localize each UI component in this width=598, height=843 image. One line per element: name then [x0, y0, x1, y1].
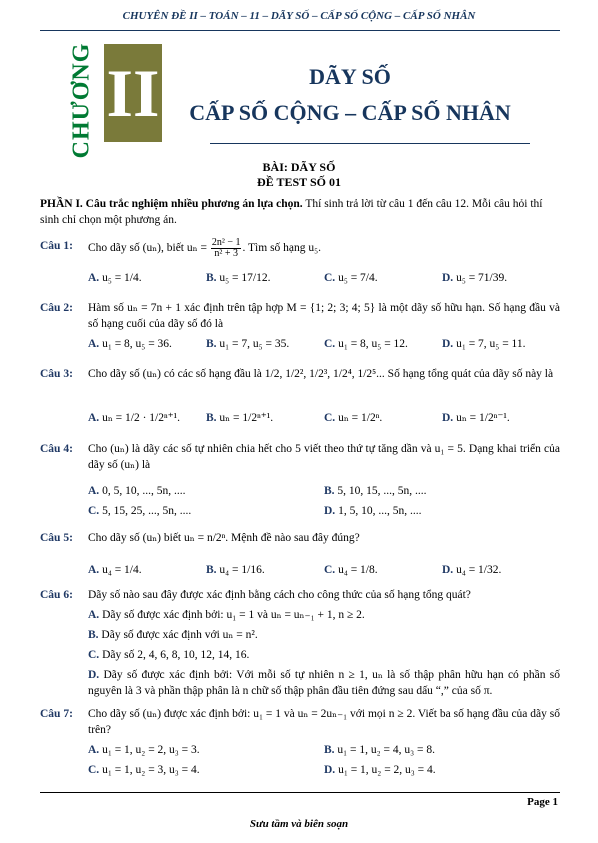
option-a[interactable]: A. uₙ = 1/2 · 1/2ⁿ⁺¹. — [88, 412, 181, 424]
footer-credit: Sưu tầm và biên soạn — [249, 818, 349, 830]
lesson-name: BÀI: DÃY SỐ — [262, 160, 336, 174]
option-c[interactable]: C. 5, 15, 25, ..., 5n, .... — [88, 505, 192, 517]
chapter-word: CHƯƠNG — [68, 42, 95, 158]
question-text: Cho dãy số (uₙ) có các số hạng đầu là 1/2, 1/2², 1/2³, 1/2⁴, 1/2⁵... Số hạng tổng quát của dãy số này là — [88, 368, 554, 380]
question-label: Câu 3: — [40, 368, 73, 380]
question-label: Câu 4: — [40, 443, 73, 455]
option-c[interactable]: C. Dãy số 2, 4, 6, 8, 10, 12, 14, 16. — [88, 649, 250, 661]
chapter-number: II — [104, 44, 162, 142]
option-c[interactable]: C. uₙ = 1/2ⁿ. — [324, 412, 383, 424]
title-divider — [210, 143, 530, 144]
question-text: Cho dãy số (uₙ) biết uₙ = n/2ⁿ. Mệnh đề nào sau đây đúng? — [88, 532, 360, 544]
page-number: Page 1 — [527, 796, 558, 808]
options-row-1 — [88, 742, 560, 758]
question-text: Cho dãy số (uₙ) được xác định bởi: u₁ = 1 và uₙ = 2uₙ₋₁ với mọi n ≥ 2. Viết ba số hạng đầu của dãy số trên? — [88, 708, 560, 736]
options-row-1 — [88, 483, 560, 499]
options — [88, 562, 560, 578]
options-row-2 — [88, 762, 560, 778]
part-intro — [40, 196, 560, 228]
options-row-2 — [88, 503, 560, 519]
options — [88, 270, 560, 286]
header-divider — [40, 30, 560, 31]
option-c[interactable]: C. u₅ = 7/4. — [324, 272, 378, 284]
option-d[interactable]: D. u₁ = 1, u₂ = 2, u₃ = 4. — [324, 764, 436, 776]
option-d[interactable]: D. u₅ = 71/39. — [442, 272, 508, 284]
option-b[interactable]: B. u₄ = 1/16. — [206, 564, 265, 576]
option-b[interactable]: B. 5, 10, 15, ..., 5n, .... — [324, 485, 427, 497]
option-a[interactable]: A. u₁ = 1, u₂ = 2, u₃ = 3. — [88, 744, 200, 756]
option-b[interactable]: B. uₙ = 1/2ⁿ⁺¹. — [206, 412, 274, 424]
question-label: Câu 7: — [40, 708, 73, 720]
formula: $\frac{\text{2n² − 1}}{\text{n² + 3}}$ — [211, 237, 241, 259]
option-b[interactable]: B. u₁ = 7, u₅ = 35. — [206, 338, 290, 350]
part-text: Thí sinh trả lời từ câu 1 đến câu 12. Mỗi câu hỏi thí sinh chỉ chọn một phương án. — [40, 198, 543, 226]
option-a[interactable]: A. 0, 5, 10, ..., 5n, .... — [88, 485, 186, 497]
option-d[interactable]: D. Dãy số được xác định bởi: Với mỗi số tự nhiên n ≥ 1, uₙ là số thập phân hữu hạn có phần số nguyên là 3 và phần thập phân là n chữ số thập phân đầu tiên đứng sau dấu “,” của số π. — [88, 669, 560, 697]
question-text: Cho (uₙ) là dãy các số tự nhiên chia hết cho 5 viết theo thứ tự tăng dần và u₁ = 5. Dạng khai triển của dãy số (uₙ) là — [88, 443, 560, 471]
options — [88, 410, 560, 426]
part-label: PHẦN I. Câu trắc nghiệm nhiều phương án lựa chọn. — [40, 198, 303, 210]
option-a[interactable]: A. u₄ = 1/4. — [88, 564, 142, 576]
footer-divider — [40, 792, 560, 793]
option-d[interactable]: D. 1, 5, 10, ..., 5n, .... — [324, 505, 422, 517]
options — [88, 336, 560, 352]
question-label: Câu 5: — [40, 532, 73, 544]
question-text: Dãy số nào sau đây được xác định bằng cách cho công thức của số hạng tổng quát? — [88, 589, 471, 601]
option-b[interactable]: B. u₁ = 1, u₂ = 4, u₃ = 8. — [324, 744, 436, 756]
option-d[interactable]: D. u₁ = 7, u₅ = 11. — [442, 338, 526, 350]
option-a[interactable]: A. u₅ = 1/4. — [88, 272, 142, 284]
option-d[interactable]: D. u₄ = 1/32. — [442, 564, 502, 576]
chapter-title-1: DÃY SỐ — [309, 64, 391, 89]
running-header: CHUYÊN ĐỀ II – TOÁN – 11 – DÃY SỐ – CẤP SỐ CỘNG – CẤP SỐ NHÂN — [122, 10, 476, 22]
question-label: Câu 6: — [40, 589, 73, 601]
question-text: Cho dãy số (uₙ), biết uₙ = $\frac{\text{2n² − 1}}{\text{n² + 3}}$ . Tìm số hạng u₅. — [88, 237, 322, 259]
option-c[interactable]: C. u₄ = 1/8. — [324, 564, 378, 576]
test-name: ĐỀ TEST SỐ 01 — [257, 175, 341, 189]
question-label: Câu 2: — [40, 302, 73, 314]
option-b[interactable]: B. u₅ = 17/12. — [206, 272, 271, 284]
question-label: Câu 1: — [40, 240, 73, 252]
option-b[interactable]: B. Dãy số được xác định với uₙ = n². — [88, 629, 258, 641]
chapter-title-2: CẤP SỐ CỘNG – CẤP SỐ NHÂN — [189, 100, 511, 125]
option-d[interactable]: D. uₙ = 1/2ⁿ⁻¹. — [442, 412, 510, 424]
option-c[interactable]: C. u₁ = 8, u₅ = 12. — [324, 338, 408, 350]
question-text: Hàm số uₙ = 7n + 1 xác định trên tập hợp M = {1; 2; 3; 4; 5} là một dãy số hữu hạn. Số hạng đầu và số hạng cuối của dãy số đó là — [88, 302, 560, 330]
option-a[interactable]: A. Dãy số được xác định bởi: u₁ = 1 và uₙ = uₙ₋₁ + 1, n ≥ 2. — [88, 609, 365, 621]
option-c[interactable]: C. u₁ = 1, u₂ = 3, u₃ = 4. — [88, 764, 200, 776]
option-a[interactable]: A. u₁ = 8, u₅ = 36. — [88, 338, 172, 350]
